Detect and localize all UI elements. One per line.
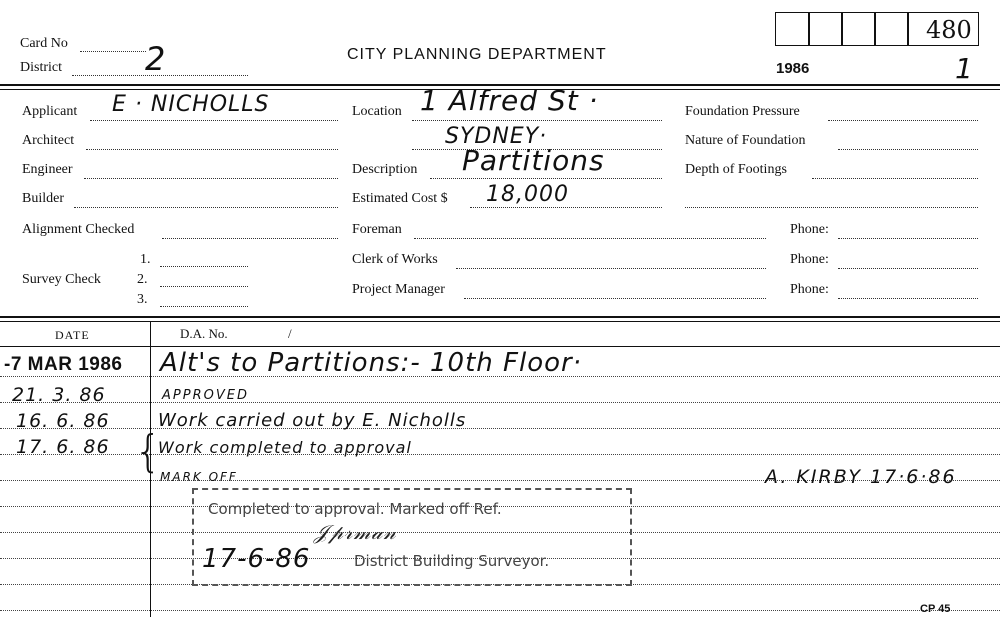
entry-date: -7 MAR 1986 [4,354,123,375]
stamp-date: 17-6-86 [202,544,311,574]
location-city: SYDNEY· [445,124,548,149]
card-no-line [80,51,146,52]
description-value: Partitions [462,144,605,177]
entry-date: 21. 3. 86 [12,384,106,406]
signoff: A. KIRBY 17·6·86 [765,466,957,488]
stamp-role: District Building Surveyor. [354,552,550,570]
entry-date: 16. 6. 86 [16,410,110,432]
log-header-rule [0,346,1000,347]
fields-rule [0,316,1000,318]
blank-right-line [685,207,978,208]
form-code: CP 45 [920,603,951,615]
year-label: 1986 [776,60,810,77]
entry-text: Work completed to approval [158,438,412,457]
card-number-sub: 1 [955,52,974,85]
location-value: 1 Alfred St · [420,84,599,117]
applicant-value: E · NICHOLLS [112,92,270,117]
entry-date: 17. 6. 86 [16,436,110,458]
card-no-label: Card No [20,36,68,51]
district-value: 2 [145,40,167,78]
district-label: District [20,60,62,75]
signature: 𝒥𝓅𝓇𝓂𝒶𝓃 [314,520,397,544]
stamp-line: Completed to approval. Marked off Ref. [208,500,502,518]
estimated-cost-value: 18,000 [486,182,569,207]
entry-text: APPROVED [162,388,249,403]
entry-text: Work carried out by E. Nicholls [158,410,467,431]
date-header: DATE [55,328,90,342]
approval-stamp [192,488,632,586]
da-no-slash: / [288,326,292,341]
entry-text: Alt's to Partitions:- 10th Floor· [160,348,582,378]
entry-text: MARK OFF [160,470,238,484]
department-title: CITY PLANNING DEPARTMENT [347,46,607,63]
card-number: 480 [926,16,972,44]
curly-brace: { [134,426,163,477]
da-no-label: D.A. No. [180,326,228,341]
